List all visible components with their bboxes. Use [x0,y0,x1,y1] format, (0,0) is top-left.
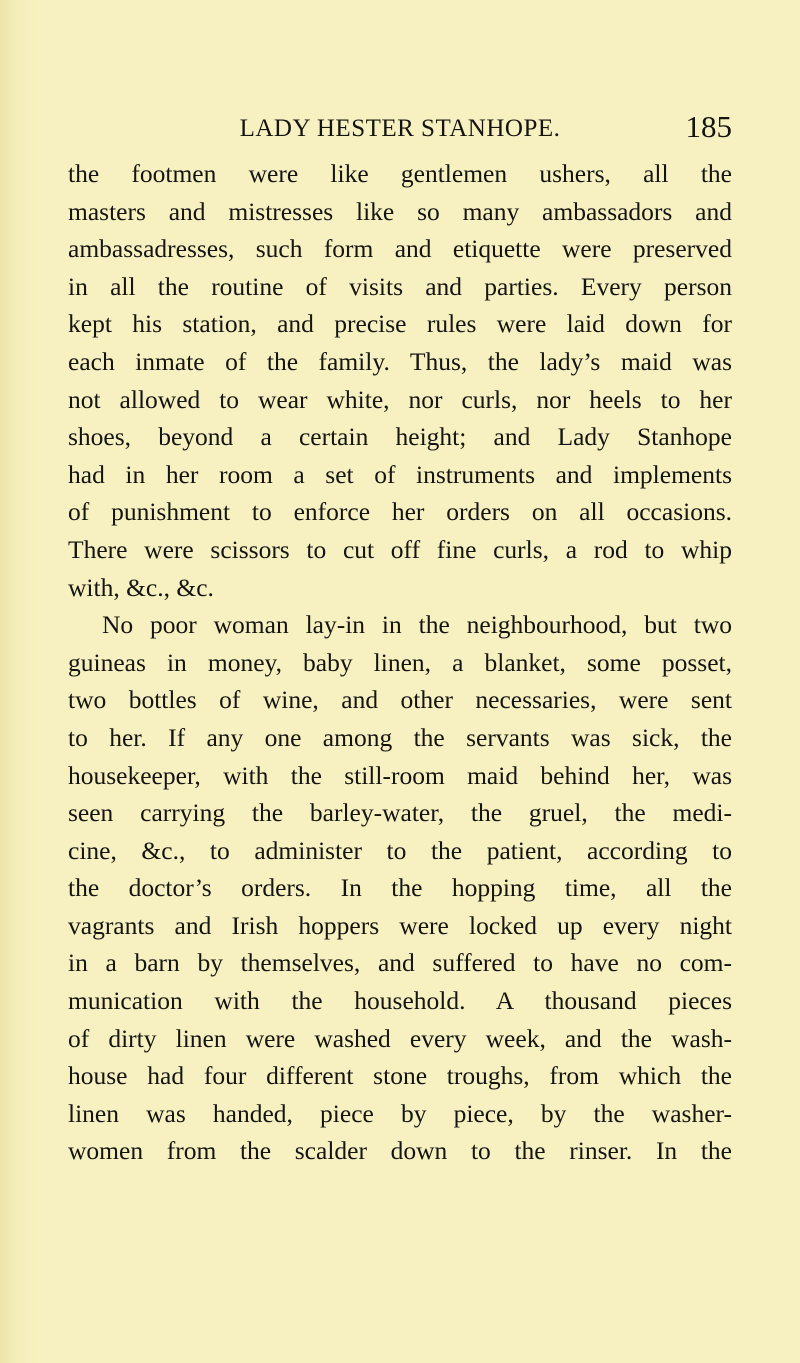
running-head: LADY HESTER STANHOPE. [239,115,561,142]
text-line: ambassadresses, such form and etiquette were preserved [68,234,732,264]
page-number: 185 [685,109,732,144]
text-line: munication with the household. A thousand pieces [68,986,732,1016]
text-line: guineas in money, baby linen, a blanket, some posset, [68,647,732,677]
text-line: vagrants and Irish hoppers were locked up every night [68,910,732,940]
text-line: the doctor’s orders. In the hopping time, all the [68,873,732,903]
text-line: two bottles of wine, and other necessaries, were sent [68,685,732,715]
text-line: shoes, beyond a certain height; and Lady Stanhope [68,422,732,452]
text-line: No poor woman lay-in in the neighbourhood, but two [102,610,732,640]
text-line: cine, &c., to administer to the patient, according to [68,835,732,865]
page-header [68,109,732,146]
text-line: of punishment to enforce her orders on all occasions. [68,497,732,527]
text-line: house had four different stone troughs, from which the [68,1061,732,1091]
text-line: the footmen were like gentlemen ushers, all the [68,159,732,188]
body-text [68,155,732,1170]
text-line: had in her room a set of instruments and implements [68,459,732,489]
text-line: linen was handed, piece by piece, by the washer- [68,1098,732,1128]
text-line: not allowed to wear white, nor curls, nor heels to her [68,384,732,414]
text-line: kept his station, and precise rules were laid down for [68,309,732,339]
text-line: There were scissors to cut off fine curls, a rod to whip [68,534,732,564]
text-line: each inmate of the family. Thus, the lady’s maid was [68,346,732,376]
text-line: masters and mistresses like so many ambassadors and [68,196,732,226]
text-line: women from the scalder down to the rinser. In the [68,1136,732,1166]
text-line: seen carrying the barley-water, the gruel, the medi- [68,798,732,828]
text-line: in all the routine of visits and parties. Every person [68,271,732,301]
text-line: with, &c., &c. [68,572,214,602]
text-line: housekeeper, with the still-room maid behind her, was [68,760,732,790]
text-line: of dirty linen were washed every week, and the wash- [68,1023,732,1053]
text-line: in a barn by themselves, and suffered to have no com- [68,948,732,978]
text-line: to her. If any one among the servants was sick, the [68,722,732,752]
